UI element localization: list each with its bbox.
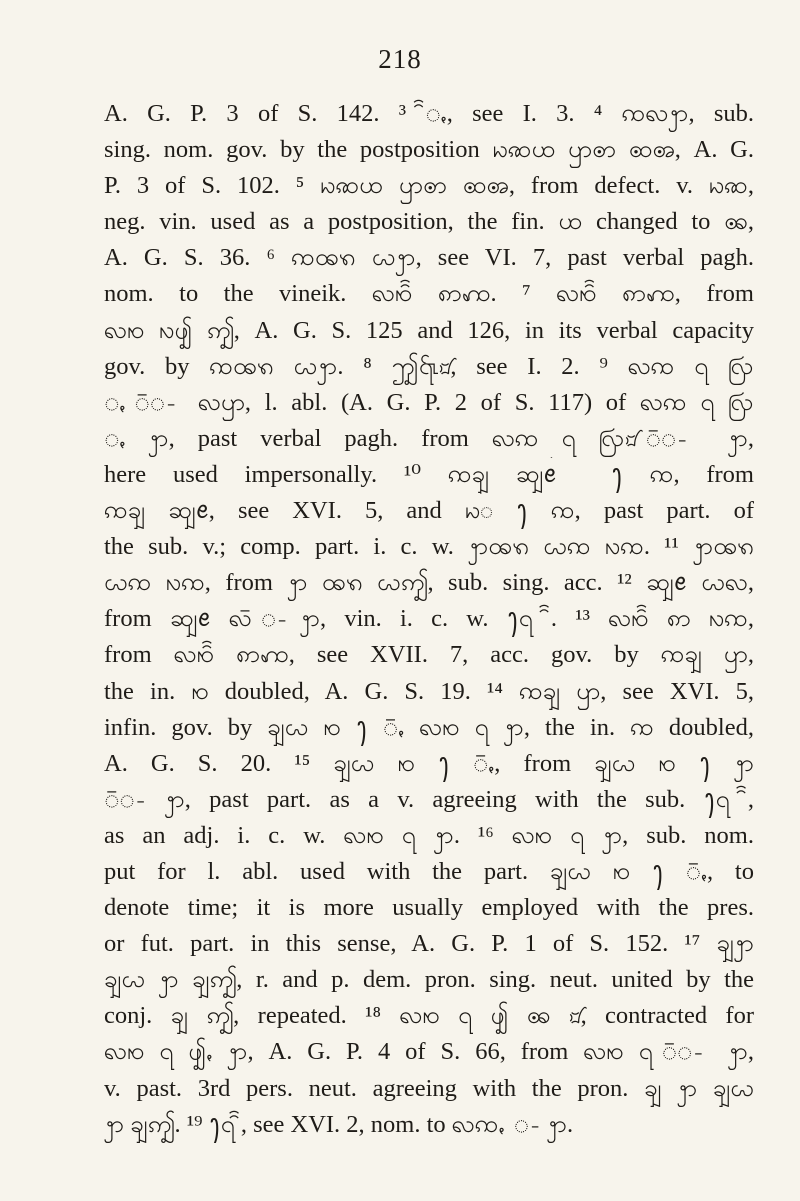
text-line: ꩬꩡ ꩳꩡ, from ꩭ ꩪꩫ ꩬꩵ, sub. sing. acc. ¹² ꩿꫀ ꩬꩮ, [104,569,754,597]
commentary-text [104,96,754,1143]
text-line: A. G. P. 3 of S. 142. ³ ꩰꩻ, see I. 3. ⁴ ꩡꩮꩭ, sub. [104,100,754,127]
text-line: P. 3 of S. 102. ⁵ ꩢꩣꩤ ꩥꩦ ꩧꩨ, from defect. v. ꩢꩣ, [104,172,754,200]
text-line: ꩾꩬ ꩭ ꩾꩵ, r. and p. dem. pron. sing. neut. united by the [104,966,754,994]
text-line: nom. to the vineik. ꩮꩯꩰ ꩱꩲ. ⁷ ꩮꩯꩰ ꩱꩲ, from [104,280,754,308]
text-line: A. G. S. 20. ¹⁵ ꩾꩬ ꩯ ꫂ ꩼꩻ, from ꩾꩬ ꩯ ꫂ ꩭ [104,749,754,777]
text-line: sing. nom. gov. by the postposition ꩢꩣꩤ ꩥꩦ ꩧꩨ, A. G. [104,136,754,164]
text-line: or fut. part. in this sense, A. G. P. 1 of S. 152. ¹⁷ ꩾꩭ [104,930,754,958]
text-line: from ꩿꫀ ꩮꩼ ꩽꩭ, vin. i. c. w. ꫂ꩹ ꩰ. ¹³ ꩮꩯꩰ ꩱ ꩳꩡ, [104,605,754,633]
text-line: ꩡꩾ ꩿꫀ, see XVI. 5, and ꩢ꫁ ꫂ ꩡ, past part. of [104,497,754,525]
text-line: ꩼꩽ ꩭ, past part. as a v. agreeing with the sub. ꫂ꩹ ꩰ, [104,785,754,813]
text-line: A. G. S. 36. ⁶ ꩡꩪꩫ ꩬꩭ, see VI. 7, past verbal pagh. [104,244,754,272]
text-line: ꩻ ꩼꩽ ꩮꩥ, l. abl. (A. G. P. 2 of S. 117) of ꩮꩡ ꩹ ꩺ [104,388,754,416]
text-line: from ꩮꩯꩰ ꩱꩲ, see XVII. 7, acc. gov. by ꩡꩾ ꩥ, [104,641,754,669]
text-line: the in. ꩯ doubled, A. G. S. 19. ¹⁴ ꩡꩾ ꩥ, see XVI. 5, [104,677,754,705]
text-line: neg. vin. used as a postposition, the fin. ꩤ changed to ꩩ, [104,208,754,236]
page-number: 218 [378,44,422,74]
text-line: ꩻ ꩭ, past verbal pagh. from ꩮꩡ ꩹ ꩺ꩸ ꩼꩽ ꩭ, [104,424,754,452]
text-line: conj. ꩾ ꩵ, repeated. ¹⁸ ꩮꩯ ꩹ ꩴ ꩩ ꩸, contracted for [104,1002,754,1030]
text-line: the sub. v.; comp. part. i. c. w. ꩭꩪꩫ ꩬꩡ ꩳꩡ. ¹¹ ꩭꩪꩫ [104,533,754,561]
text-line: as an adj. i. c. w. ꩮꩯ ꩹ ꩭ. ¹⁶ ꩮꩯ ꩹ ꩭ, sub. nom. [104,821,754,849]
text-line: infin. gov. by ꩾꩬ ꩯ ꫂ ꩼꩻ ꩮꩯ ꩹ ꩭ, the in. ꩡ doubled, [104,713,754,741]
text-line: here used impersonally. ¹⁰ ꩡꩾ ꩿꫀ ꫁ ꫂ ꩡ, from [104,460,754,488]
text-line: ꩭ ꩾꩵ. ¹⁹ ꫂ꩹ ꩰ, see XVI. 2, nom. to ꩮꩡꩻ ꩽ ꩭ. [104,1110,574,1138]
text-line: put for l. abl. used with the part. ꩾꩬ ꩯ ꫂ ꩼꩻ, to [104,857,754,885]
text-line: ꩮꩯ ꩹ ꩴꩻ ꩭ, A. G. P. 4 of S. 66, from ꩮꩯ ꩹ ꩼꩽ ꩭ, [104,1038,754,1066]
text-line: denote time; it is more usually employed with the pres. [104,894,754,922]
text-line: gov. by ꩡꩪꩫ ꩬꩭ. ⁸ ꩶ꩷꩸, see I. 2. ⁹ ꩮꩡ ꩹ ꩺ [104,352,754,380]
text-line: ꩮꩯ ꩳꩴ ꩵ, A. G. S. 125 and 126, in its verbal capacity [104,316,754,344]
text-line: v. past. 3rd pers. neut. agreeing with the pron. ꩾ ꩭ ꩾꩬ [104,1074,754,1102]
